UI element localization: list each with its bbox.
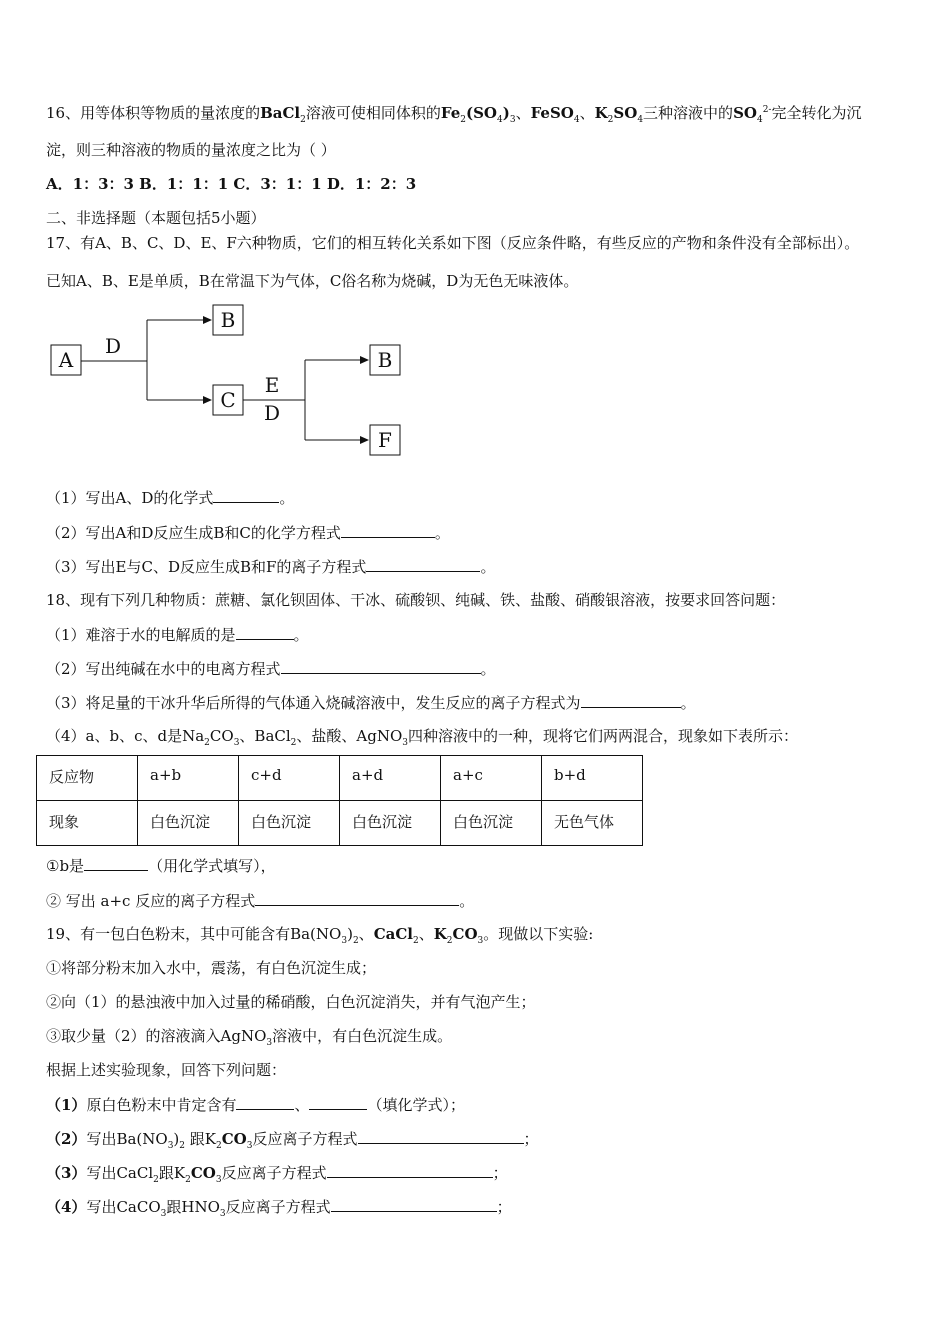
node-f: F — [378, 428, 392, 452]
answer-blank[interactable] — [358, 1128, 524, 1144]
q19-intro: 根据上述实验现象，回答下列问题： — [46, 1061, 287, 1079]
q18-ans1: ①b是 （用化学式填写）， — [46, 857, 276, 875]
q19-step1: ①将部分粉末加入水中，震荡，有白色沉淀生成； — [46, 959, 377, 977]
answer-blank[interactable] — [281, 658, 481, 674]
q19-step3: ③取少量（2）的溶液滴入AgNO$_3$溶液中，有白色沉淀生成。 — [46, 1027, 453, 1048]
node-b2: B — [377, 348, 393, 372]
q18-sub3: （3）将足量的干冰升华后所得的气体通入烧碱溶液中，发生反应的离子方程式为 。 — [46, 694, 696, 712]
q18-ans2: ② 写出 a+c 反应的离子方程式 。 — [46, 892, 475, 910]
answer-blank[interactable] — [236, 1094, 294, 1110]
answer-blank[interactable] — [366, 556, 480, 572]
q16-line1: 16、用等体积等物质的量浓度的BaCl$_2$溶液可使相同体积的$Fe_2(SO_4)_3$、FeSO$_4$、$K_2SO_4$三种溶液中的$SO_4^{2-}$完全转化为沉 — [46, 104, 862, 125]
node-c: C — [220, 388, 236, 412]
answer-blank[interactable] — [309, 1094, 367, 1110]
q18-sub1: （1）难溶于水的电解质的是 。 — [46, 626, 309, 644]
q16-options: A．1：3：3 B．1：1：1 C．3：1：1 D．1：2：3 — [46, 175, 417, 193]
q17-sub3: （3）写出E与C、D反应生成B和F的离子方程式 。 — [46, 558, 496, 576]
answer-blank[interactable] — [213, 487, 279, 503]
node-b1: B — [220, 308, 236, 332]
label-d2: D — [263, 401, 281, 425]
reaction-table — [36, 755, 643, 846]
q17-sub2: （2）写出A和D反应生成B和C的化学方程式 。 — [46, 524, 450, 542]
answer-blank[interactable] — [255, 890, 459, 906]
q18-sub2: （2）写出纯碱在水中的电离方程式 。 — [46, 660, 496, 678]
q19-sub1: （1）原白色粉末中肯定含有 、 （填化学式）； — [46, 1096, 465, 1114]
q19-line1: 19、有一包白色粉末，其中可能含有$Ba(NO_3)_2$、CaCl$_2$、$K_2CO_3$。现做以下实验: — [46, 925, 594, 946]
q19-sub2: （2）写出$Ba(NO_3)_2$ 跟$K_2CO_3$反应离子方程式 ； — [46, 1130, 539, 1151]
q18-sub4: （4）a、b、c、d是$Na_2CO_3$、BaCl$_2$、盐酸、AgNO$_3$四种溶液中的一种，现将它们两两混合，现象如下表所示： — [46, 727, 799, 748]
reaction-diagram — [0, 295, 450, 465]
section-title: 二、非选择题（本题包括5小题） — [46, 209, 266, 227]
q17-line1: 17、有A、B、C、D、E、F六种物质，它们的相互转化关系如下图（反应条件略，有些反应的产物和条件没有全部标出）。 — [46, 234, 860, 252]
q19-sub3: （3）写出CaCl$_2$跟$K_2CO_3$反应离子方程式 ； — [46, 1164, 508, 1185]
table-row: 现象 白色沉淀 白色沉淀 白色沉淀 白色沉淀 无色气体 — [37, 801, 643, 846]
answer-blank[interactable] — [341, 522, 435, 538]
answer-blank[interactable] — [331, 1196, 497, 1212]
q19-step2: ②向（1）的悬浊液中加入过量的稀硝酸，白色沉淀消失，并有气泡产生； — [46, 993, 536, 1011]
table-row: 反应物 a+b c+d a+d a+c b+d — [37, 756, 643, 801]
q17-line2: 已知A、B、E是单质，B在常温下为气体，C俗名称为烧碱，D为无色无味液体。 — [46, 272, 579, 290]
q17-sub1: （1）写出A、D的化学式 。 — [46, 489, 295, 507]
q16-line2: 淀，则三种溶液的物质的量浓度之比为（ ） — [46, 141, 336, 159]
answer-blank[interactable] — [581, 692, 681, 708]
label-e: E — [264, 373, 280, 397]
answer-blank[interactable] — [84, 855, 148, 871]
node-a: A — [58, 348, 74, 372]
answer-blank[interactable] — [236, 624, 294, 640]
q18-line1: 18、现有下列几种物质：蔗糖、氯化钡固体、干冰、硫酸钡、纯碱、铁、盐酸、硝酸银溶液，按要求回答问题： — [46, 591, 786, 609]
answer-blank[interactable] — [327, 1162, 493, 1178]
label-d1: D — [104, 334, 122, 358]
q19-sub4: （4）写出CaCO$_3$跟$HNO_3$反应离子方程式 ； — [46, 1198, 512, 1219]
